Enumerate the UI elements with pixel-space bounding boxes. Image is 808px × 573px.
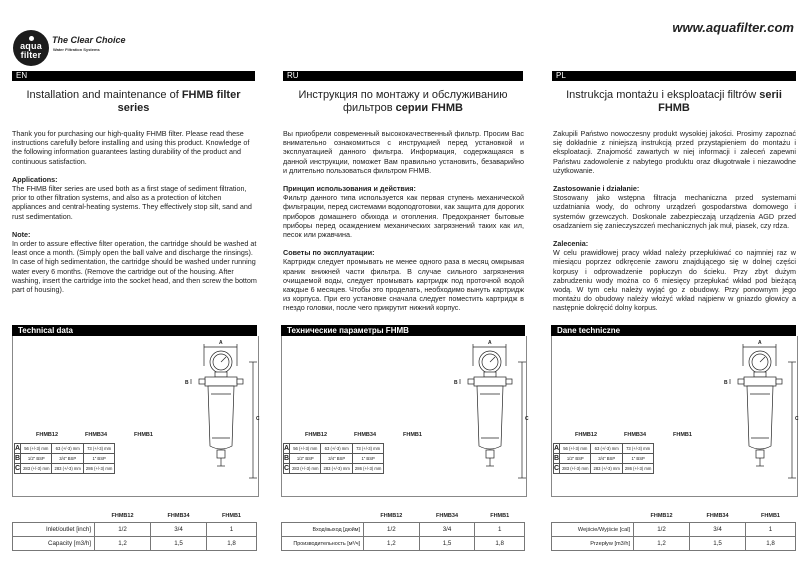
lang-bar-pl: PL <box>552 71 796 81</box>
apps-heading-ru: Принцип использования и действия: <box>283 184 416 194</box>
spec-cell: 3/4 <box>419 523 475 537</box>
dim-cell: 1/2" BSP <box>290 454 321 464</box>
note-heading-en: Note: <box>12 229 31 239</box>
spec-cell: 1 <box>746 523 796 537</box>
dim-row-label: B <box>284 455 290 462</box>
dim-head-fhmb34: FHMB34 <box>354 432 377 438</box>
title-pl <box>558 89 790 115</box>
tech-bar-en: Technical data <box>12 325 257 336</box>
intro-en: Thank you for purchasing our high-quality FHMB filter. Please read these instructions carefully before installing and using this product. Knowledge of the following information guarantees lasting durability of the product and continuous satisfaction. <box>12 129 250 166</box>
dim-row-label: C <box>554 465 560 472</box>
spec-row-capacity <box>552 537 796 551</box>
intro-pl: Zakupili Państwo nowoczesny produkt wysokiej jakości. Prosimy zapoznać się dokładnie z niniejszą instrukcją przed przystąpieniem do montażu i eksploatacji. Znajomość zawartych w niej informacji i zaleceń zapewni Państwu zadowolenie z nabytego produktu oraz długotrwałe i niezawodne użytkowanie. <box>553 129 796 175</box>
dim-cell: 56 (+/-3) mm <box>560 444 591 454</box>
dim-cell: 283 (+/-3) mm <box>21 464 52 474</box>
spec-cell: 3/4 <box>690 523 746 537</box>
dim-head-fhmb1: FHMB1 <box>403 432 422 438</box>
spec-label-inlet: Вход/выход [дюйм] <box>282 523 364 537</box>
spec-head-fhmb12: FHMB12 <box>634 509 690 523</box>
dim-cell: 63 (+/-3) mm <box>591 444 622 454</box>
dim-cell: 1" BSP <box>352 454 383 464</box>
logo-line1: aqua <box>20 41 42 51</box>
note-text-ru: Картридж следует промывать не менее одного раза в месяц омкрывая краник внижней части фильтра. В случае сильного загрязнения очищаемой воды, следует промывать картридж под проточной водой каждые 6 месяцев. Чтобы это проделать, необходимо вынуть картридж из корпуса. При его установке сначала следует поместить картридж в гнездо головки, после чего прикрутит нижний корпус. <box>283 257 524 313</box>
spec-cell: 1,8 <box>746 537 796 551</box>
title-pl-bold: serii FHMB <box>658 89 782 114</box>
dim-cell: 1" BSP <box>83 454 114 464</box>
spec-label-inlet: Inlet/outlet [inch] <box>13 523 95 537</box>
spec-head-fhmb12: FHMB12 <box>95 509 151 523</box>
logo-line2: filter <box>20 50 42 60</box>
dim-cell: 283 (+/-3) mm <box>560 464 591 474</box>
dim-row-c <box>554 464 654 474</box>
dim-row-c <box>15 464 115 474</box>
website-url: www.aquafilter.com <box>672 20 794 35</box>
tech-bar-pl: Dane techniczne <box>551 325 796 336</box>
diagram-label-c: C <box>525 416 529 422</box>
dim-cell: 283 (+/-3) mm <box>290 464 321 474</box>
spec-cell: 1/2 <box>634 523 690 537</box>
spec-head-fhmb34: FHMB34 <box>690 509 746 523</box>
dimension-table <box>283 443 384 474</box>
dim-cell: 286 (+/-3) mm <box>83 464 114 474</box>
diagram-label-b: B <box>185 380 189 386</box>
dim-cell: 56 (+/-3) mm <box>21 444 52 454</box>
dim-row-label: B <box>15 455 21 462</box>
spec-row-inlet <box>282 523 525 537</box>
title-ru-plain: Инструкция по монтажу и обслуживанию фильтров <box>298 89 508 114</box>
title-pl-plain: Instrukcja montażu i eksploatacji filtrów <box>566 89 760 101</box>
dim-row-label: C <box>15 465 21 472</box>
dimension-table <box>553 443 654 474</box>
dim-head-fhmb34: FHMB34 <box>85 432 108 438</box>
dim-cell: 3/4" BSP <box>321 454 352 464</box>
tagline-sub: Water Filtration Systems <box>53 47 100 52</box>
dim-head-fhmb12: FHMB12 <box>575 432 598 438</box>
spec-head-row <box>282 509 525 523</box>
dim-cell: 73 (+/-3) mm <box>352 444 383 454</box>
spec-cell: 3/4 <box>151 523 207 537</box>
spec-row-capacity <box>13 537 257 551</box>
diagram-label-a: A <box>488 340 492 346</box>
dim-cell: 1/2" BSP <box>560 454 591 464</box>
dim-row-label: A <box>15 445 21 452</box>
spec-head-row <box>552 509 796 523</box>
dim-head-fhmb1: FHMB1 <box>673 432 692 438</box>
dim-cell: 73 (+/-3) mm <box>622 444 653 454</box>
diagram-label-a: A <box>219 340 223 346</box>
dimension-table <box>14 443 115 474</box>
dim-head-fhmb34: FHMB34 <box>624 432 647 438</box>
spec-head-row <box>13 509 257 523</box>
dim-cell: 63 (+/-3) mm <box>321 444 352 454</box>
diagram-label-b: B <box>724 380 728 386</box>
spec-cell: 1,5 <box>419 537 475 551</box>
spec-head-empty <box>13 509 95 523</box>
spec-cell: 1,2 <box>95 537 151 551</box>
spec-label-capacity: Capacity [m3/h] <box>13 537 95 551</box>
dim-row-label: B <box>554 455 560 462</box>
spec-cell: 1,2 <box>364 537 420 551</box>
spec-head-empty <box>282 509 364 523</box>
aquafilter-logo <box>13 30 49 66</box>
intro-ru: Вы приобрели современный высококачественный фильтр. Просим Вас внимательно ознакомиться с инструкцией перед установкой и эксплуатацией данного фильтра. Информация, содержащаяся в данной инструкции, поможет Вам правильно установить, безаварийно и длительно пользоваться фильтром FHMB. <box>283 129 524 175</box>
spec-cell: 1,2 <box>634 537 690 551</box>
dim-cell: 286 (+/-3) mm <box>352 464 383 474</box>
apps-heading-en: Applications: <box>12 174 58 184</box>
spec-cell: 1,8 <box>475 537 525 551</box>
title-ru-bold: серии FHMB <box>395 102 463 114</box>
tech-bar-ru: Технические параметры FHMB <box>281 325 525 336</box>
dim-cell: 1" BSP <box>622 454 653 464</box>
dim-cell: 73 (+/-3) mm <box>83 444 114 454</box>
dim-row-b <box>15 454 115 464</box>
dim-head-fhmb12: FHMB12 <box>305 432 328 438</box>
title-en-plain: Installation and maintenance of <box>26 89 182 101</box>
dim-cell: 3/4" BSP <box>52 454 83 464</box>
dim-cell: 283 (+/-3) mm <box>591 464 622 474</box>
spec-head-fhmb1: FHMB1 <box>207 509 257 523</box>
apps-heading-pl: Zastosowanie i działanie: <box>553 184 640 194</box>
spec-cell: 1/2 <box>95 523 151 537</box>
diagram-label-c: C <box>795 416 799 422</box>
spec-row-capacity <box>282 537 525 551</box>
filter-diagram <box>716 338 806 484</box>
title-en-bold: FHMB filter series <box>117 89 241 114</box>
lang-bar-en: EN <box>12 71 255 81</box>
diagram-label-c: C <box>256 416 260 422</box>
note-text-pl: W celu prawidłowej pracy wkład należy przepłukiwać co najmniej raz w miesiącu poprzez odkręcenie zaworu znajdującego się w dolnej części korpusy i odprowadzenie popłuczyn do ścieku. Przy zbyt dużym zabrudzeniu wody można co 6 miesięcy przepłukać wkład pod bieżącą wodą. W tym celu należy wyjąć go z obudowy. Przy ponownym jego montażu do obudowy należy włożyć wkład najpierw w gniazdo głowicy a następnie dokręcić dolny korpus. <box>553 248 796 313</box>
dim-row-b <box>554 454 654 464</box>
spec-label-inlet: Wejście/Wyjście [cal] <box>552 523 634 537</box>
note-heading-pl: Zalecenia: <box>553 239 589 249</box>
filter-diagram <box>177 338 267 484</box>
spec-head-fhmb12: FHMB12 <box>364 509 420 523</box>
spec-head-fhmb1: FHMB1 <box>746 509 796 523</box>
diagram-label-a: A <box>758 340 762 346</box>
lang-bar-ru: RU <box>283 71 523 81</box>
dim-cell: 63 (+/-3) mm <box>52 444 83 454</box>
spec-cell: 1 <box>207 523 257 537</box>
spec-label-capacity: Производительность [м³/ч] <box>282 537 364 551</box>
body-en <box>12 129 257 294</box>
diagram-label-b: B <box>454 380 458 386</box>
dim-head-fhmb12: FHMB12 <box>36 432 59 438</box>
spec-table-pl <box>551 509 796 551</box>
dim-row-c <box>284 464 384 474</box>
spec-label-capacity: Przepływ [m3/h] <box>552 537 634 551</box>
dim-cell: 286 (+/-3) mm <box>622 464 653 474</box>
dim-cell: 56 (+/-3) mm <box>290 444 321 454</box>
filter-diagram <box>446 338 536 484</box>
dim-cell: 1/2" BSP <box>21 454 52 464</box>
dim-row-label: A <box>284 445 290 452</box>
note-text-en: In order to assure effective filter operation, the cartridge should be washed at least once a month. (Simply open the ball valve and discharge the rinsings). In case of high sedimentation, the cartridge should be washed under running water every 6 months. (Remove the cartridge out of the housing. After washing, insert the cartridge into the socket head, and then screw the bottom part of housing). <box>12 239 257 295</box>
spec-head-fhmb34: FHMB34 <box>151 509 207 523</box>
spec-cell: 1/2 <box>364 523 420 537</box>
dim-row-a <box>15 444 115 454</box>
dim-cell: 283 (+/-3) mm <box>321 464 352 474</box>
spec-cell: 1 <box>475 523 525 537</box>
spec-table-ru <box>281 509 525 551</box>
dim-row-b <box>284 454 384 464</box>
spec-row-inlet <box>552 523 796 537</box>
dim-cell: 283 (+/-3) mm <box>52 464 83 474</box>
tagline: The Clear Choice <box>52 35 126 45</box>
body-pl <box>553 129 796 313</box>
dim-row-a <box>554 444 654 454</box>
spec-head-empty <box>552 509 634 523</box>
dim-row-a <box>284 444 384 454</box>
apps-text-ru: Фильтр данного типа используется как первая ступень механической фильтрации, перед системами водоподготовки, как защита для дорогих приборов домашнего обихода и отопления. Предохраняет бытовые приборы перед осаждением механических загрязнений таких как ил, песок или ржавчина. <box>283 193 524 240</box>
body-ru <box>283 129 524 313</box>
dim-row-label: C <box>284 465 290 472</box>
apps-text-en: The FHMB filter series are used both as a first stage of sediment filtration, prior to other filtration systems, and also as a protection of kitchen appliances and central-heating systems. They effectively stop silt, sand and rust sedimentation. <box>12 184 252 221</box>
dim-head-fhmb1: FHMB1 <box>134 432 153 438</box>
spec-head-fhmb34: FHMB34 <box>419 509 475 523</box>
dim-cell: 3/4" BSP <box>591 454 622 464</box>
spec-table-en <box>12 509 257 551</box>
apps-text-pl: Stosowany jako wstępna filtracja mechaniczna przed systemami uzdatniania wody, do ochrony urządzeń gospodarstwa domowego i systemów grzewczych. Doskonale zabezpieczają urządzenia AGD przed osadzaniem się zanieczyszczeń mechanicznych jak muł, piasek, czy rdza. <box>553 193 796 230</box>
note-heading-ru: Советы по эксплуатации: <box>283 248 375 258</box>
dim-row-label: A <box>554 445 560 452</box>
spec-cell: 1,5 <box>151 537 207 551</box>
spec-head-fhmb1: FHMB1 <box>475 509 525 523</box>
title-en <box>12 89 255 115</box>
spec-cell: 1,5 <box>690 537 746 551</box>
title-ru <box>283 89 523 115</box>
spec-cell: 1,8 <box>207 537 257 551</box>
spec-row-inlet <box>13 523 257 537</box>
